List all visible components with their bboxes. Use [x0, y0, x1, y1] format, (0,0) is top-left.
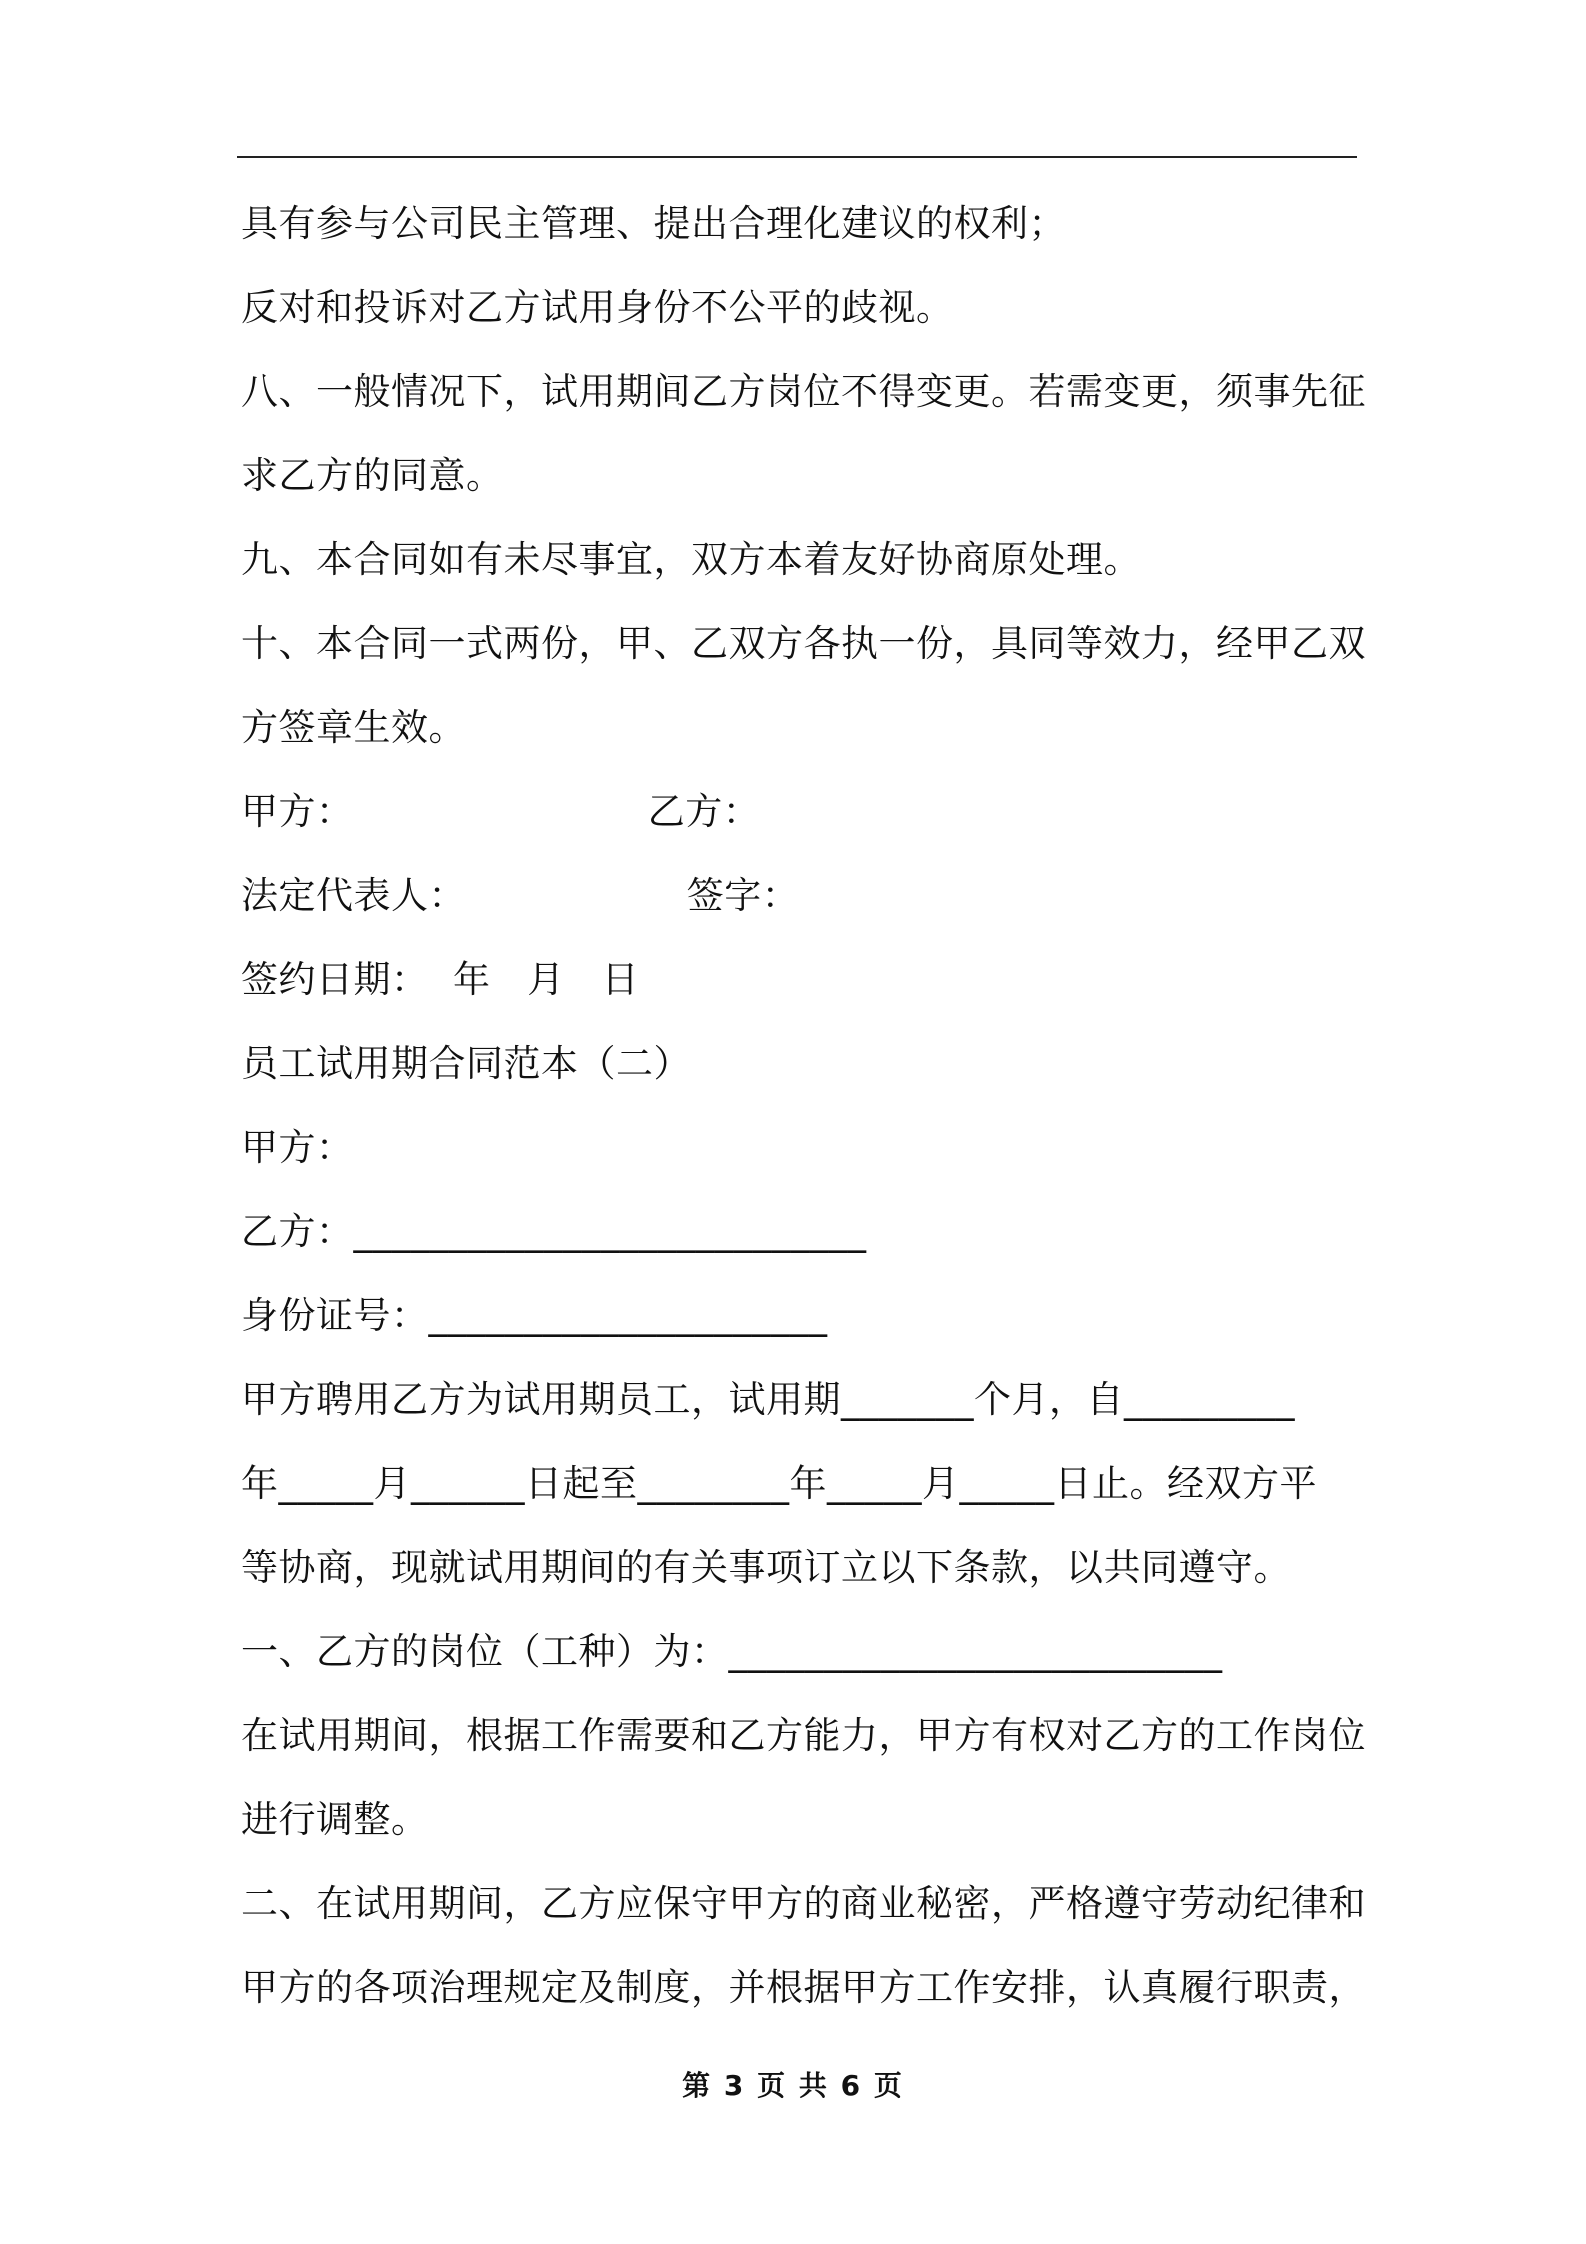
- text-line: 十、本合同一式两份，甲、乙双方各执一份，具同等效力，经甲乙双: [241, 622, 1366, 665]
- text-line: 二、在试用期间，乙方应保守甲方的商业秘密，严格遵守劳动纪律和: [241, 1882, 1366, 1925]
- header-divider: [237, 156, 1357, 158]
- signing-date-line: 签约日期： 年 月 日: [241, 958, 640, 1001]
- text-line: 反对和投诉对乙方试用身份不公平的歧视。: [241, 286, 954, 329]
- page-number: 第 3 页 共 6 页: [682, 2069, 904, 2102]
- text-line: 年_____月______日起至________年_____月_____日止。经双方平: [241, 1462, 1317, 1505]
- signature-line-representative: 法定代表人： 签字：: [241, 874, 800, 917]
- text-line: 进行调整。: [241, 1798, 429, 1841]
- text-line: 具有参与公司民主管理、提出合理化建议的权利；: [241, 202, 1066, 245]
- party-b-field: 乙方：___________________________: [241, 1210, 867, 1253]
- text-line: 等协商，现就试用期间的有关事项订立以下条款，以共同遵守。: [241, 1546, 1291, 1589]
- text-line: 甲方的各项治理规定及制度，并根据甲方工作安排，认真履行职责，: [241, 1966, 1366, 2009]
- section-title: 员工试用期合同范本（二）: [241, 1042, 691, 1085]
- text-line: 九、本合同如有未尽事宜，双方本着友好协商原处理。: [241, 538, 1141, 581]
- text-line: 八、一般情况下，试用期间乙方岗位不得变更。若需变更，须事先征: [241, 370, 1366, 413]
- text-line: 求乙方的同意。: [241, 454, 504, 497]
- text-line: 方签章生效。: [241, 706, 466, 749]
- party-a-field: 甲方：: [241, 1126, 354, 1169]
- id-number-field: 身份证号：_____________________: [241, 1294, 828, 1337]
- text-line: 在试用期间，根据工作需要和乙方能力，甲方有权对乙方的工作岗位: [241, 1714, 1366, 1757]
- signature-line-party-a-b: 甲方： 乙方：: [241, 790, 761, 833]
- position-field: 一、乙方的岗位（工种）为：__________________________: [241, 1630, 1223, 1673]
- text-line: 甲方聘用乙方为试用期员工，试用期_______个月，自_________: [241, 1378, 1295, 1421]
